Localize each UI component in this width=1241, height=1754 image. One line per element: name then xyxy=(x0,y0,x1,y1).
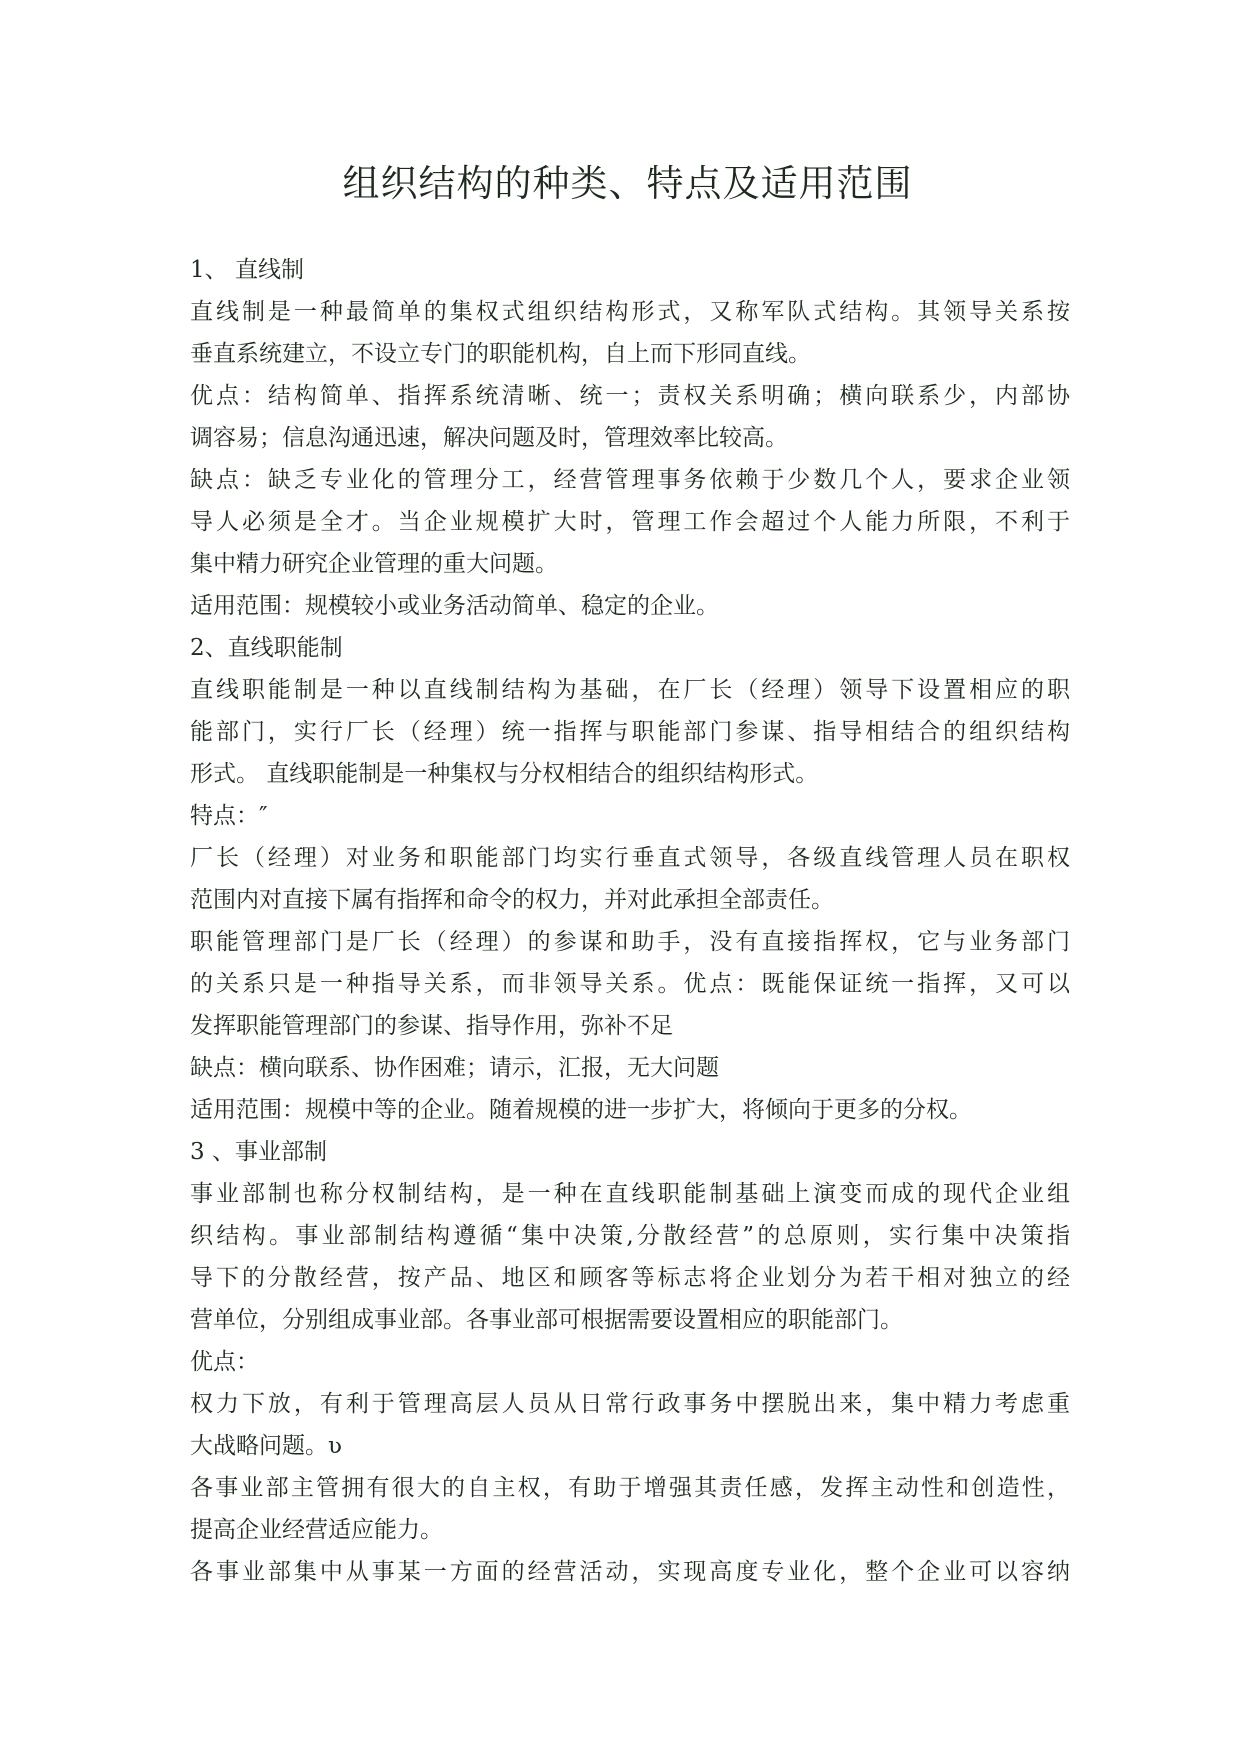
page-title: 组织结构的种类、特点及适用范围 xyxy=(342,162,913,205)
text-line: 优点： xyxy=(190,1349,259,1375)
text-line: 导人必须是全才。当企业规模扩大时，管理工作会超过个人能力所限，不利于 xyxy=(190,509,1070,535)
text-line: 权力下放，有利于管理高层人员从日常行政事务中摆脱出来，集中精力考虑重 xyxy=(190,1391,1070,1417)
text-line: 职能管理部门是厂长（经理）的参谋和助手，没有直接指挥权，它与业务部门 xyxy=(190,929,1070,955)
text-line: 特点：″ xyxy=(190,803,268,829)
text-line: 各事业部集中从事某一方面的经营活动，实现高度专业化，整个企业可以容纳 xyxy=(190,1559,1070,1585)
text-line: 垂直系统建立，不设立专门的职能机构，自上而下形同直线。 xyxy=(190,341,811,367)
text-line: 直线制是一种最简单的集权式组织结构形式，又称军队式结构。其领导关系按 xyxy=(190,299,1070,325)
text-line: 适用范围：规模较小或业务活动简单、稳定的企业。 xyxy=(190,593,719,619)
text-line: 缺点：缺乏专业化的管理分工，经营管理事务依赖于少数几个人，要求企业领 xyxy=(190,467,1070,493)
text-line: 形式。 直线职能制是一种集权与分权相结合的组织结构形式。 xyxy=(190,761,819,787)
text-line: 发挥职能管理部门的参谋、指导作用，弥补不足 xyxy=(190,1013,673,1039)
text-line: 提高企业经营适应能力。 xyxy=(190,1517,443,1543)
text-line: 织结构。事业部制结构遵循“集中决策,分散经营”的总原则，实行集中决策指 xyxy=(190,1223,1070,1249)
section-heading-1: 1、 直线制 xyxy=(190,257,304,283)
text-line: 优点：结构简单、指挥系统清晰、统一；责权关系明确；横向联系少，内部协 xyxy=(190,383,1070,409)
text-line: 各事业部主管拥有很大的自主权，有助于增强其责任感，发挥主动性和创造性， xyxy=(190,1475,1070,1501)
text-line: 直线职能制是一种以直线制结构为基础，在厂长（经理）领导下设置相应的职 xyxy=(190,677,1070,703)
text-line: 导下的分散经营，按产品、地区和顾客等标志将企业划分为若干相对独立的经 xyxy=(190,1265,1070,1291)
text-line: 调容易；信息沟通迅速，解决问题及时，管理效率比较高。 xyxy=(190,425,788,451)
section-heading-2: 2、直线职能制 xyxy=(190,635,343,661)
section-heading-3: 3 、事业部制 xyxy=(190,1139,327,1165)
text-line: 营单位，分别组成事业部。各事业部可根据需要设置相应的职能部门。 xyxy=(190,1307,903,1333)
text-line: 范围内对直接下属有指挥和命令的权力，并对此承担全部责任。 xyxy=(190,887,834,913)
text-line: 事业部制也称分权制结构，是一种在直线职能制基础上演变而成的现代企业组 xyxy=(190,1181,1070,1207)
text-line: 厂长（经理）对业务和职能部门均实行垂直式领导，各级直线管理人员在职权 xyxy=(190,845,1070,871)
text-line: 集中精力研究企业管理的重大问题。 xyxy=(190,551,558,577)
text-line: 适用范围：规模中等的企业。随着规模的进一步扩大，将倾向于更多的分权。 xyxy=(190,1097,972,1123)
text-line: 大战略问题。ʋ xyxy=(190,1433,342,1459)
text-line: 能部门，实行厂长（经理）统一指挥与职能部门参谋、指导相结合的组织结构 xyxy=(190,719,1070,745)
document-body xyxy=(190,249,1070,1593)
text-line: 的关系只是一种指导关系，而非领导关系。优点：既能保证统一指挥，又可以 xyxy=(190,971,1070,997)
text-line: 缺点：横向联系、协作困难；请示，汇报，无大问题 xyxy=(190,1055,719,1081)
